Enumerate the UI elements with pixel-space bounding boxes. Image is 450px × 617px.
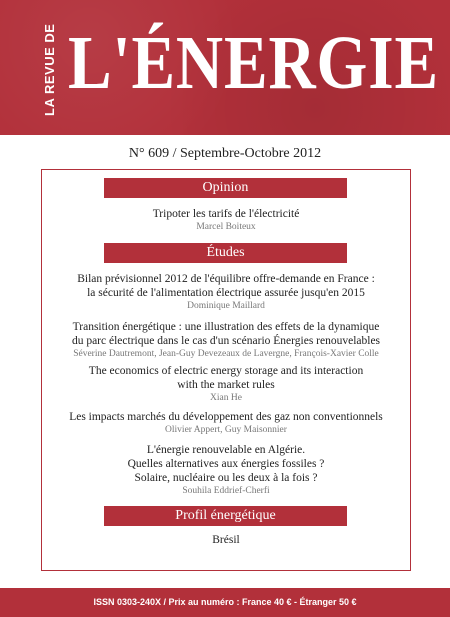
article-opinion-1	[42, 207, 410, 234]
article-title-line: du parc électrique dans le cas d'un scénario Énergies renouvelables	[71, 335, 381, 347]
article-title-line: Quelles alternatives aux énergies fossiles ?	[127, 458, 325, 470]
article-title-line: with the market rules	[177, 379, 275, 391]
article-etudes-2	[42, 320, 410, 361]
article-profil-1	[42, 533, 410, 547]
section-heading-opinion: Opinion	[104, 178, 347, 198]
article-etudes-5	[42, 443, 410, 498]
article-title-line: Transition énergétique : une illustration des effets de la dynamique	[72, 321, 380, 333]
article-title-line: The economics of electric energy storage and its interaction	[88, 365, 364, 377]
article-etudes-4	[42, 410, 410, 437]
article-author: Séverine Dautremont, Jean-Guy Devezeaux de Lavergne, François-Xavier Colle	[73, 349, 379, 359]
journal-title: L'ÉNERGIE	[68, 21, 439, 105]
article-title-line: Les impacts marchés du développement des gaz non conventionnels	[69, 411, 383, 423]
article-etudes-1	[42, 272, 410, 313]
article-title: Brésil	[212, 534, 240, 546]
article-title-line: L'énergie renouvelable en Algérie.	[146, 444, 306, 456]
article-title-line: Bilan prévisionnel 2012 de l'équilibre offre-demande en France :	[77, 273, 375, 285]
article-author: Xian He	[210, 393, 242, 403]
footer-issn-price: ISSN 0303-240X / Prix au numéro : France 40 € - Étranger 50 €	[0, 588, 450, 617]
issue-line: N° 609 / Septembre-Octobre 2012	[128, 146, 322, 161]
article-etudes-3	[42, 364, 410, 405]
section-heading-profil: Profil énergétique	[104, 506, 347, 526]
article-title-line: la sécurité de l'alimentation électrique assurée jusqu'en 2015	[87, 287, 365, 299]
section-heading-etudes: Études	[104, 243, 347, 263]
article-author: Marcel Boiteux	[196, 222, 256, 232]
article-title-line: Solaire, nucléaire ou les deux à la fois ?	[134, 472, 318, 484]
article-author: Souhila Eddrief-Cherfi	[182, 486, 270, 496]
article-author: Dominique Maillard	[187, 301, 265, 311]
masthead-side-label: LA REVUE DE	[42, 23, 57, 116]
masthead-banner	[0, 0, 450, 135]
article-author: Olivier Appert, Guy Maisonnier	[165, 425, 287, 435]
article-title: Tripoter les tarifs de l'électricité	[152, 208, 300, 220]
